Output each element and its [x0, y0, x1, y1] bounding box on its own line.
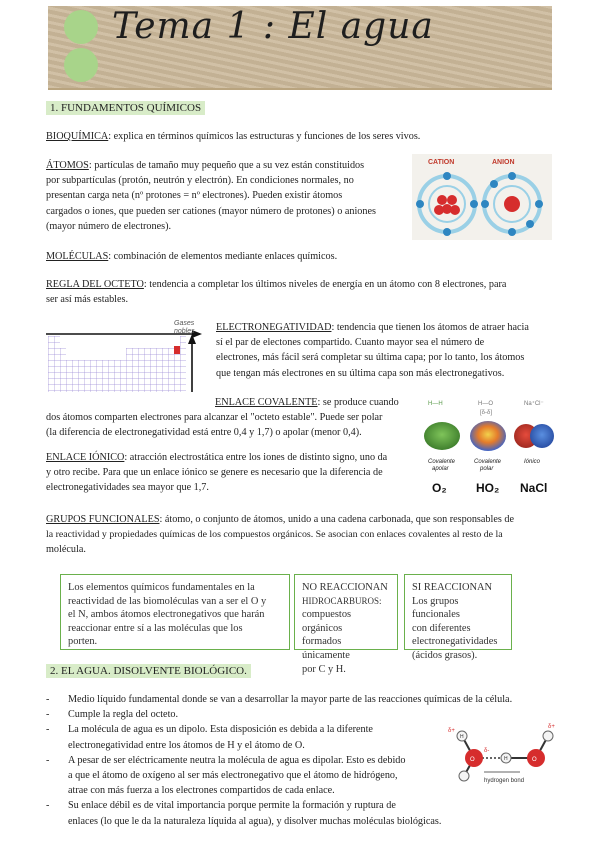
moleculas-term: MOLÉCULAS: [46, 251, 109, 262]
hydrogen-bond-label: hydrogen bond: [484, 778, 525, 784]
box-line: Los grupos funcionales: [412, 595, 460, 621]
caption-apolar-2: apolar: [432, 466, 449, 472]
electron-icon: [526, 220, 534, 228]
covalente-line: (la diferencia de electronegatividad está entre 0,4 y 1,7) o apolar (menor 0,4).: [46, 427, 362, 439]
proton-icon: [447, 195, 457, 205]
molecule-figure: [420, 396, 560, 500]
list-item: [46, 798, 566, 828]
ionico-line: : atracción electrostática entre los iones de distinto signo, uno da: [124, 452, 388, 463]
moleculas-text: : combinación de elementos mediante enlaces químicos.: [108, 251, 338, 262]
bioquimica-paragraph: [46, 129, 420, 144]
hydrogen-atom-icon: [459, 771, 469, 781]
formula-ho2: HO₂: [476, 481, 500, 495]
formula-o2: O₂: [432, 481, 447, 495]
delta-minus-label: δ-: [484, 748, 490, 754]
box-line: (ácidos grasos).: [412, 649, 478, 661]
bullet-marker: -: [46, 694, 50, 705]
box-line: reactividad de las biomoléculas van a ser el O y: [68, 595, 267, 607]
electron-icon: [508, 172, 516, 180]
grupos-line: molécula.: [46, 544, 86, 556]
octeto-term: REGLA DEL OCTETO: [46, 279, 144, 290]
ionico-line: y otro recibe. Para que un enlace iónico se genere es necesario que la diferencia de: [46, 467, 383, 479]
oxygen-symbol: O: [532, 757, 537, 763]
electron-icon: [535, 200, 543, 208]
box-line: electronegatividades: [412, 636, 498, 648]
bullet-line: Medio líquido fundamental donde se van a desarrollar la mayor parte de las reacciones químicas de la célula.: [68, 694, 513, 705]
bullet-line: atrae con más fuerza a los electrones compartidos de cada enlace.: [68, 785, 335, 797]
covalente-line: : se produce cuando: [317, 397, 399, 408]
bullet-marker: -: [46, 800, 50, 812]
electroneg-line: : tendencia que tienen los átomos de atraer hacia: [331, 322, 529, 333]
delta-plus-label: δ+: [448, 728, 455, 734]
electroneg-line: electrones, más fácil será completar su última capa; por lo tanto, los átomos: [216, 352, 525, 364]
gases-nobles-label-2: nobles: [174, 328, 195, 335]
info-box-si-reaccionan: [404, 574, 512, 661]
caption-apolar-1: Covalente: [428, 459, 456, 465]
hydrogen-symbol: H: [460, 734, 464, 740]
bullet-line: Su enlace débil es de vital importancia porque permite la formación y ruptura de: [68, 800, 396, 812]
caption-polar-1: Covalente: [474, 459, 502, 465]
electron-icon: [490, 180, 498, 188]
atomos-paragraph: [46, 158, 416, 234]
info-box-no-reaccionan: [294, 574, 398, 675]
cation-atom: [416, 172, 478, 236]
covalente-paragraph: [46, 395, 416, 441]
octeto-line: : tendencia a completar los últimos niveles de energía en un átomo con 8 electrones, para: [143, 279, 507, 290]
proton-icon: [434, 205, 444, 215]
covalente-line: dos átomos comparten electrones para alcanzar el "octeto estable". Puede ser polar: [46, 412, 383, 424]
electron-icon: [481, 200, 489, 208]
bond-types-diagram: [420, 396, 560, 500]
grupos-term: GRUPOS FUNCIONALES: [46, 514, 160, 525]
electronegatividad-paragraph: [216, 320, 561, 381]
gases-nobles-label-1: Gases: [174, 320, 195, 327]
octeto-line: ser así más estables.: [46, 294, 129, 306]
list-item: [46, 692, 566, 707]
periodic-table-figure: [42, 318, 212, 394]
electron-icon: [508, 228, 516, 236]
caption-ionic-1: Iónico: [524, 459, 541, 465]
electron-icon: [470, 200, 478, 208]
cation-anion-diagram: [412, 154, 552, 240]
periodic-table-diagram: [42, 318, 212, 394]
grupos-line: la reactividad y propiedades químicas de los compuestos orgánicos. Se asocian con enlaces covalentes al resto de la: [46, 529, 503, 541]
cation-label: CATION: [428, 159, 455, 166]
bioquimica-term: BIOQUÍMICA: [46, 131, 109, 142]
box-line: por C y H.: [302, 663, 346, 675]
ionico-term: ENLACE IÓNICO: [46, 452, 125, 463]
electroneg-line: que tengan más electrones en su última capa son más electronegativos.: [216, 367, 505, 379]
atomos-line: (mayor número de electrones).: [46, 220, 172, 232]
atomos-line: por subpartículas (protón, neutrón y electrón). En condiciones normales, no: [46, 175, 354, 187]
info-box-elements: [60, 574, 290, 650]
box-line: HIDROCARBUROS:: [302, 595, 382, 606]
box-line: porten.: [68, 636, 98, 648]
bullet-marker: -: [46, 709, 50, 721]
octeto-paragraph: [46, 277, 556, 307]
bullet-line: La molécula de agua es un dipolo. Esta disposición es debida a la diferente: [68, 724, 373, 736]
box-line: compuestos orgánicos: [302, 609, 352, 634]
box-line: Los elementos químicos fundamentales en la: [68, 582, 255, 593]
caption-polar-2: polar: [480, 466, 494, 472]
electron-icon: [443, 172, 451, 180]
bullet-line: Cumple la regla del octeto.: [68, 709, 179, 721]
grupos-line: : átomo, o conjunto de átomos, unido a una cadena carbonada, que son responsables de: [159, 514, 514, 525]
oxygen-symbol: O: [470, 757, 475, 763]
ionico-line: electronegatividades sea mayor que 1,7.: [46, 482, 209, 494]
bullet-line: a que el átomo de oxígeno al ser más electronegativo que el átomo de hidrógeno,: [68, 770, 398, 782]
water-molecule-figure: [444, 712, 562, 794]
anion-label: ANION: [492, 159, 515, 166]
polar-delta-label: [δ-δ]: [480, 410, 493, 416]
hydrogen-atom-icon: [543, 731, 553, 741]
box-line: el N, ambos átomos electronegativos que harán: [68, 609, 265, 621]
nucleus-icon: [504, 196, 520, 212]
section-heading-1: 1. FUNDAMENTOS QUÍMICOS: [46, 101, 205, 115]
electron-icon: [416, 200, 424, 208]
section-heading-2: 2. EL AGUA. DISOLVENTE BIOLÓGICO.: [46, 664, 251, 678]
ionic-top-label: Na⁺Cl⁻: [524, 401, 544, 407]
electroneg-line: sí el par de electones compartido. Cuanto mayor sea el número de: [216, 337, 485, 349]
decor-circle-top: [64, 10, 98, 44]
box-line: formados únicamente: [302, 636, 350, 661]
polar-molecule-icon: [470, 421, 506, 451]
bullet-marker: -: [46, 724, 50, 736]
box-line: con diferentes: [412, 622, 471, 634]
grupos-paragraph: [46, 512, 566, 558]
proton-icon: [450, 205, 460, 215]
delta-plus-label: δ+: [548, 724, 555, 730]
apolar-molecule-icon: [424, 422, 460, 450]
covalente-term: ENLACE COVALENTE: [215, 397, 318, 408]
decor-circle-bottom: [64, 48, 98, 82]
bullet-line: enlaces (lo que le da la naturaleza líquida al agua), y disolver muchas moléculas biológicas.: [68, 815, 442, 827]
ion-figure: [412, 154, 552, 240]
proton-icon: [437, 195, 447, 205]
moleculas-paragraph: [46, 249, 337, 264]
bullet-line: electronegatividad entre los átomos de H y el átomo de O.: [68, 739, 305, 751]
chloride-ion-icon: [530, 424, 554, 448]
box-heading: NO REACCIONAN: [302, 582, 388, 593]
page-title: Tema 1 : El agua: [112, 6, 434, 47]
electron-icon: [443, 228, 451, 236]
electronegatividad-term: ELECTRONEGATIVIDAD: [216, 322, 332, 333]
box-heading: SI REACCIONAN: [412, 582, 492, 593]
polar-top-label: H—O: [478, 401, 493, 407]
atomos-line: cargados o iones, que pueden ser cationes (mayor número de protones) o aniones: [46, 205, 376, 217]
bullet-line: A pesar de ser eléctricamente neutra la molécula de agua es dipolar. Esto es debido: [68, 754, 406, 766]
ionico-paragraph: [46, 450, 416, 496]
hydrogen-bond-diagram: [444, 712, 562, 794]
atomos-line: presentan carga neta (nº protones = nº electrones). Pueden existir átomos: [46, 190, 343, 202]
anion-atom: [481, 172, 543, 236]
atomos-line: : partículas de tamaño muy pequeño que a su vez están constituidos: [88, 160, 365, 171]
bullet-marker: -: [46, 754, 50, 766]
hydrogen-symbol: H: [504, 756, 508, 762]
box-line: reaccionar entre sí a las moléculas que los: [68, 622, 243, 634]
atomos-term: ÁTOMOS: [46, 160, 89, 171]
bioquimica-text: : explica en términos químicos las estructuras y funciones de los seres vivos.: [108, 131, 421, 142]
highlight-cell: [174, 346, 180, 354]
apolar-top-label: H—H: [428, 401, 443, 407]
formula-nacl: NaCl: [520, 481, 548, 495]
